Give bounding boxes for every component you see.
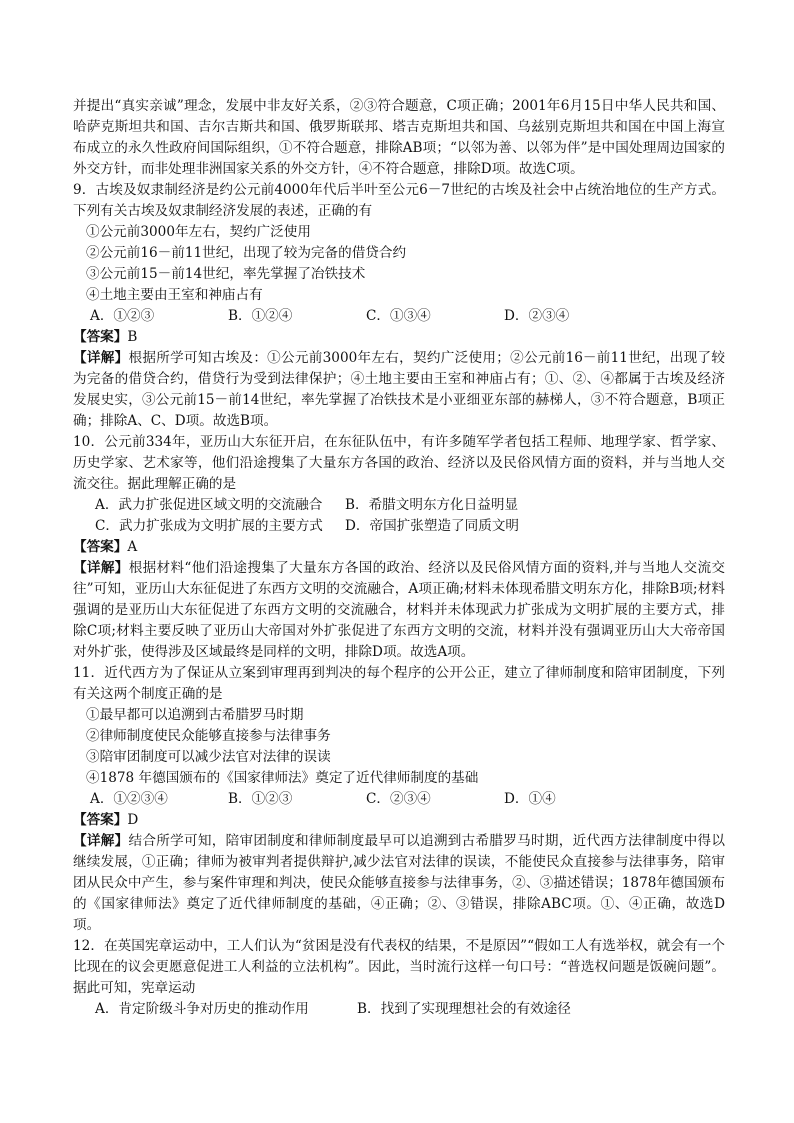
option-a: A．肯定阶级斗争对历史的推动作用 <box>95 1001 309 1017</box>
statement-item: ①公元前3000年左右，契约广泛使用 <box>86 224 311 240</box>
answer-options <box>73 495 725 516</box>
answer-value: D <box>127 812 139 828</box>
option-c: C．武力扩张成为文明扩展的主要方式 <box>95 518 323 534</box>
detail-label: 【详解】 <box>73 833 129 849</box>
detail-paragraph <box>73 831 725 936</box>
detail-paragraph <box>73 348 725 432</box>
question-stem: 11．近代西方为了保证从立案到审理再到判决的每个程序的公开公正，建立了律师制度和陪审团制度，下列有关这两个制度正确的是 <box>73 665 725 702</box>
answer-line <box>73 327 725 348</box>
document-page <box>73 96 725 1020</box>
answer-options <box>73 789 725 810</box>
answer-label: 【答案】 <box>73 329 128 345</box>
statement-item: ②律师制度使民众能够直接参与法律事务 <box>86 728 331 744</box>
question-12 <box>73 936 725 1020</box>
detail-label: 【详解】 <box>73 560 129 576</box>
answer-line <box>73 810 725 831</box>
option-d: D．帝国扩张塑造了同质文明 <box>345 518 520 534</box>
option-a: A．①②③ <box>90 308 155 324</box>
detail-paragraph <box>73 558 725 663</box>
option-b: B．①②③ <box>228 791 293 807</box>
detail-label: 【详解】 <box>73 350 129 366</box>
statement-item: ③陪审团制度可以减少法官对法律的误读 <box>86 749 331 765</box>
question-stem: 9．古埃及奴隶制经济是约公元前4000年代后半叶至公元6－7世纪的古埃及社会中占统治地位的生产方式。下列有关古埃及奴隶制经济发展的表述，正确的有 <box>73 182 725 219</box>
answer-options <box>73 999 725 1020</box>
option-c: C．①③④ <box>366 308 431 324</box>
answer-options <box>73 516 725 537</box>
answer-label: 【答案】 <box>73 539 128 555</box>
question-10 <box>73 432 725 663</box>
answer-options <box>73 306 725 327</box>
detail-text: 结合所学可知，陪审团制度和律师制度最早可以追溯到古希腊罗马时期，近代西方法律制度中得以继续发展，①正确；律师为被审判者提供辩护,减少法官对法律的误读，不能使民众直接参与法律事务，陪审团从民众中产生，参与案件审理和判决，使民众能够直接参与法律事务，②、③描述错误；1878年德国颁布的《国家律师法》奠定了近代律师制度的基础，④正确；②、③错误，排除ABC项。①、④正确，故选D项。 <box>73 833 725 933</box>
answer-value: B <box>127 329 138 345</box>
option-b: B．找到了实现理想社会的有效途径 <box>357 1001 571 1017</box>
statement-item: ②公元前16－前11世纪，出现了较为完备的借贷合约 <box>86 245 407 261</box>
option-a: A．武力扩张促进区域文明的交流融合 <box>95 497 323 513</box>
statement-item: ④土地主要由王室和神庙占有 <box>86 287 263 303</box>
option-b: B．①②④ <box>228 308 293 324</box>
option-b: B．希腊文明东方化日益明显 <box>345 497 519 513</box>
carry-over-paragraph: 并提出“真实亲诚”理念，发展中非友好关系，②③符合题意，C项正确；2001年6月15日中华人民共和国、哈萨克斯坦共和国、吉尔吉斯共和国、俄罗斯联邦、塔吉克斯坦共和国、乌兹别克斯坦共和国在中国上海宣布成立的永久性政府间国际组织，①不符合题意，排除AB项；“以邻为善、以邻为伴”是中国处理周边国家的外交方针，而非处理非洲国家关系的外交方针，④不符合题意，排除D项。故选C项。 <box>73 98 725 177</box>
detail-text: 根据所学可知古埃及：①公元前3000年左右，契约广泛使用；②公元前16－前11世纪，出现了较为完备的借贷合约，借贷行为受到法律保护；④土地主要由王室和神庙占有；①、②、④都属于古埃及经济发展史实，③公元前15－前14世纪，率先掌握了冶铁技术是小亚细亚东部的赫梯人，③不符合题意，B项正确；排除A、C、D项。故选B项。 <box>73 350 726 429</box>
answer-line <box>73 537 725 558</box>
question-9 <box>73 180 725 432</box>
question-stem: 12．在英国宪章运动中，工人们认为“贫困是没有代表权的结果，不是原因”“假如工人有选举权，就会有一个比现在的议会更愿意促进工人利益的立法机构”。因此，当时流行这样一句口号：“普选权问题是饭碗问题”。据此可知，宪章运动 <box>73 938 725 996</box>
option-c: C．②③④ <box>366 791 431 807</box>
statement-item: ④1878 年德国颁布的《国家律师法》奠定了近代律师制度的基础 <box>86 770 479 786</box>
option-d: D．①④ <box>504 791 556 807</box>
option-d: D．②③④ <box>504 308 570 324</box>
statement-item: ③公元前15－前14世纪，率先掌握了冶铁技术 <box>86 266 366 282</box>
option-a: A．①②③④ <box>90 791 168 807</box>
answer-value: A <box>127 539 138 555</box>
question-stem: 10．公元前334年，亚历山大东征开启，在东征队伍中，有许多随军学者包括工程师、地理学家、哲学家、历史学家、艺术家等，他们沿途搜集了大量东方各国的政治、经济以及民俗风情方面的资料，并与当地人交流交往。据此理解正确的是 <box>73 434 725 492</box>
answer-label: 【答案】 <box>73 812 128 828</box>
detail-text: 根据材料“他们沿途搜集了大量东方各国的政治、经济以及民俗风情方面的资料,并与当地人交流交往”可知，亚历山大东征促进了东西方文明的交流融合，A项正确;材料未体现希腊文明东方化，排除B项;材料强调的是亚历山大东征促进了东西方文明的交流融合，材料并未体现武力扩张成为文明扩展的主要方式，排除C项;材料主要反映了亚历山大帝国对外扩张促进了东西方文明的交流，材料并没有强调亚历山大大帝帝国对外扩张，使得涉及区域最终是同样的文明，排除D项。故选A项。 <box>73 560 725 660</box>
question-11 <box>73 663 725 936</box>
statement-item: ①最早都可以追溯到古希腊罗马时期 <box>86 707 304 723</box>
